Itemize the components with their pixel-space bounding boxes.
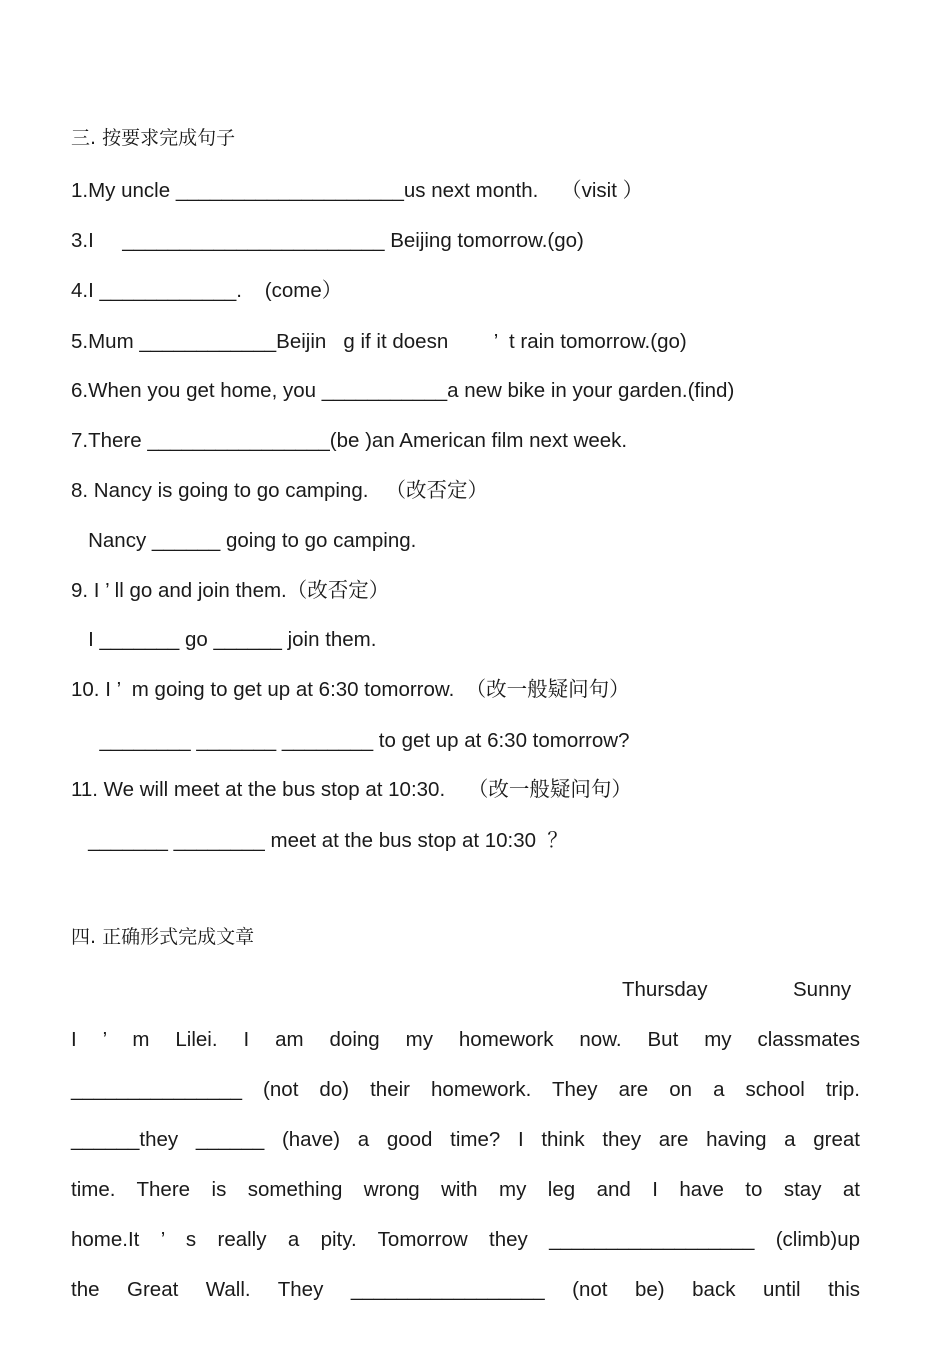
exercise-line-7: 7.There ________________(be )an American film next week. [71, 429, 628, 452]
exercise-line-10: 10. I ’ m going to get up at 6:30 tomorrow. （改一般疑问句） [71, 678, 630, 701]
diary-weather: Sunny [793, 978, 852, 1001]
section-4-heading: 四. 正确形式完成文章 [71, 926, 255, 948]
exercise-line-11: 11. We will meet at the bus stop at 10:30. （改一般疑问句） [71, 778, 632, 801]
section-3-heading: 三. 按要求完成句子 [71, 127, 236, 149]
passage-line: _______________ (not do) their homework. They are on a school trip. [71, 1078, 860, 1101]
exercise-line-9: 9. I ’ ll go and join them.（改否定） [71, 579, 390, 602]
passage-line: the Great Wall. They _________________ (not be) back until this [71, 1278, 860, 1301]
passage-line: I ’ m Lilei. I am doing my homework now. But my classmates [71, 1028, 860, 1051]
exercise-line-3: 3.I _______________________ Beijing tomorrow.(go) [71, 229, 584, 252]
exercise-line-10-answer: ________ _______ ________ to get up at 6:30 tomorrow? [71, 729, 630, 752]
exercise-line-8: 8. Nancy is going to go camping. （改否定） [71, 479, 489, 502]
exercise-line-11-answer: _______ ________ meet at the bus stop at 10:30 ？ [71, 829, 568, 852]
exercise-line-1: 1.My uncle ____________________us next month. （visit ） [71, 179, 644, 202]
passage-line: home.It ’ s really a pity. Tomorrow they __________________ (climb)up [71, 1228, 860, 1251]
passage-line: ______they ______ (have) a good time? I think they are having a great [71, 1128, 860, 1151]
exercise-line-6: 6.When you get home, you ___________a new bike in your garden.(find) [71, 379, 735, 402]
exercise-line-8-answer: Nancy ______ going to go camping. [71, 529, 417, 552]
exercise-line-4: 4.I ____________. (come） [71, 279, 343, 302]
exercise-line-5: 5.Mum ____________Beijin g if it doesn ’ t rain tomorrow.(go) [71, 330, 687, 353]
passage-line: time. There is something wrong with my leg and I have to stay at [71, 1178, 860, 1201]
exercise-line-9-answer: I _______ go ______ join them. [71, 628, 377, 651]
diary-day: Thursday [622, 978, 708, 1001]
